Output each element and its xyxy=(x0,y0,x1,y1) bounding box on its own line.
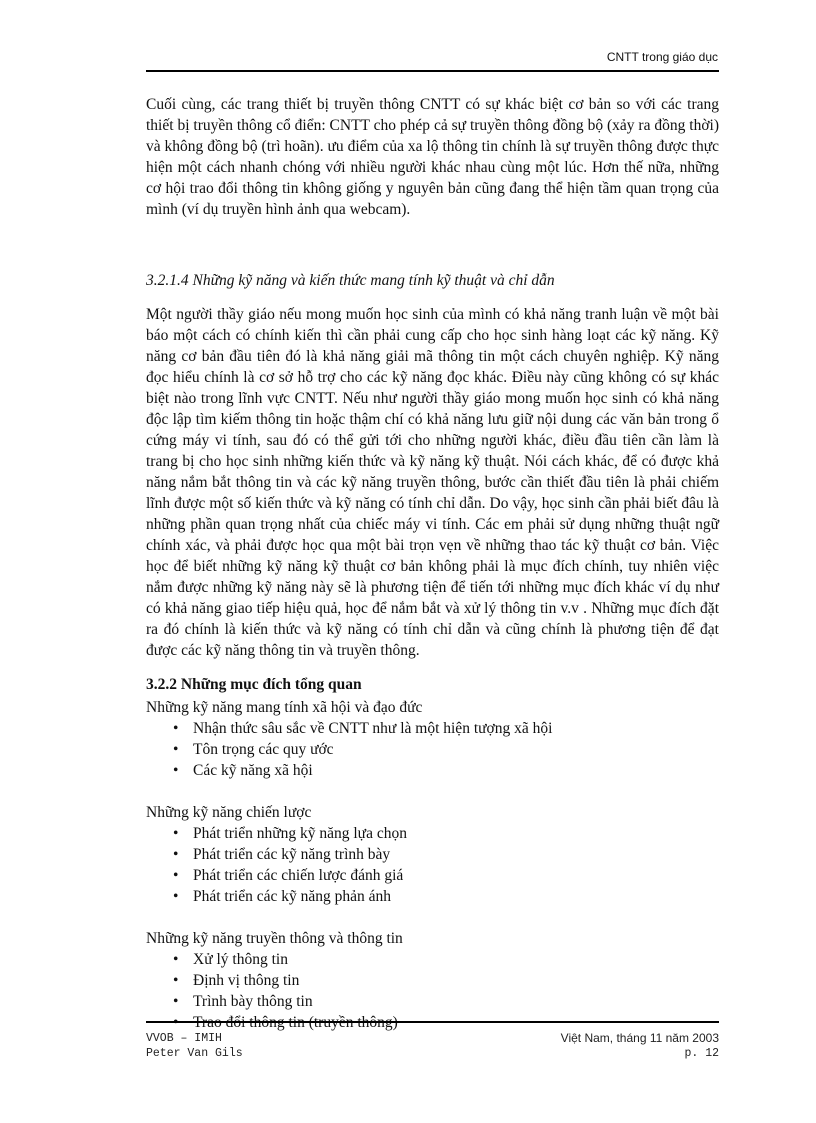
list-item-text: Nhận thức sâu sắc về CNTT như là một hiện tượng xã hội xyxy=(193,720,553,737)
skill-group-strategy xyxy=(146,802,719,907)
bullet-icon: • xyxy=(173,825,179,842)
running-header: CNTT trong giáo dục xyxy=(606,50,718,64)
bullet-icon: • xyxy=(173,762,179,779)
skill-group-social xyxy=(146,697,719,781)
bullet-icon: • xyxy=(173,1014,179,1031)
list-item xyxy=(146,760,719,781)
list-item-text: Trình bày thông tin xyxy=(193,993,313,1010)
bullet-icon: • xyxy=(173,972,179,989)
list-item-text: Phát triển các kỹ năng phản ánh xyxy=(193,888,391,905)
footer-left xyxy=(146,1031,243,1061)
footer-date: Việt Nam, tháng 11 năm 2003 xyxy=(560,1031,719,1045)
subsection-heading: 3.2.1.4 Những kỹ năng và kiến thức mang tính kỹ thuật và chỉ dẫn xyxy=(146,272,555,289)
bullet-icon: • xyxy=(173,888,179,905)
bullet-icon: • xyxy=(173,846,179,863)
skill-group-communication xyxy=(146,928,719,1033)
subsection-paragraph: Một người thầy giáo nếu mong muốn học sinh của mình có khả năng tranh luận về một bài báo một cách có chính kiến thì cần phải cung cấp cho học sinh hàng loạt các kỹ năng. Kỹ năng cơ bản đầu tiên đó là khả năng giải mã thông tin một cách chuyên nghiệp. Kỹ năng đọc hiểu chính là cơ sở hỗ trợ cho các kỹ năng đọc khác. Điều này cũng không có sự khác biệt nào trong lĩnh vực CNTT. Nếu như người thầy giáo mong muốn học sinh có khả năng độc lập tìm kiếm thông tin hoặc thậm chí có khả năng lưu giữ nội dung các văn bản trong ổ cứng máy vi tính, sau đó có thể gửi tới cho những người khác, điều đầu tiên cần làm là trang bị cho học sinh những kiến thức và kỹ năng kỹ thuật. Nói cách khác, để có được khả năng nắm bắt thông tin và các kỹ năng truyền thông, bước cần thiết đầu tiên là phải chiếm lĩnh được một số kiến thức và kỹ năng có tính chỉ dẫn. Do vậy, học sinh cần phải biết đâu là những phần quan trọng nhất của chiếc máy vi tính. Các em phải sử dụng những thuật ngữ chính xác, và phải được học qua một bài trọn vẹn về những thao tác kỹ thuật cơ bản. Việc học để biết những kỹ năng kỹ thuật cơ bản không phải là mục đích chính, tuy nhiên việc nắm được những kỹ năng này sẽ là phương tiện để tiến tới những mục đích khác ví dụ như có khả năng giao tiếp hiệu quả, học để nắm bắt và xử lý thông tin v.v . Những mục đích đặt ra đó chính là kiến thức và kỹ năng có tính chỉ dẫn và cũng chính là phương tiện để đạt được các kỹ năng thông tin và truyền thông. xyxy=(146,306,719,659)
list-item xyxy=(146,949,719,970)
list-item-text: Trao đổi thông tin (truyền thông) xyxy=(193,1014,398,1031)
list-item-text: Định vị thông tin xyxy=(193,972,300,989)
list-item xyxy=(146,865,719,886)
footer-org: VVOB – IMIH xyxy=(146,1032,222,1045)
footer-right xyxy=(561,1031,719,1061)
page-number: p. 12 xyxy=(684,1047,719,1060)
list-item xyxy=(146,823,719,844)
bullet-list xyxy=(146,823,719,907)
bullet-list xyxy=(146,718,719,781)
intro-paragraph: Cuối cùng, các trang thiết bị truyền thông CNTT có sự khác biệt cơ bản so với các trang thiết bị truyền thông cổ điển: CNTT cho phép cả sự truyền thông đồng bộ (xảy ra đồng thời) và không đồng bộ (trì hoãn). ưu điểm của xa lộ thông tin chính là sự truyền thông được thực hiện một cách nhanh chóng với nhiều người khác nhau cùng một lúc. Hơn thế nữa, những cơ hội trao đổi thông tin không giống y nguyên bản cũng đang thể hiện tầm quan trọng của mình (ví dụ truyền hình ảnh qua webcam). xyxy=(146,96,719,218)
bullet-icon: • xyxy=(173,993,179,1010)
group-title: Những kỹ năng mang tính xã hội và đạo đức xyxy=(146,699,423,716)
list-item-text: Tôn trọng các quy ước xyxy=(193,741,334,758)
page-content xyxy=(146,94,719,1033)
list-item xyxy=(146,718,719,739)
bullet-icon: • xyxy=(173,867,179,884)
list-item xyxy=(146,844,719,865)
group-title: Những kỹ năng truyền thông và thông tin xyxy=(146,930,403,947)
list-item xyxy=(146,991,719,1012)
list-item xyxy=(146,970,719,991)
group-title: Những kỹ năng chiến lược xyxy=(146,804,312,821)
list-item xyxy=(146,739,719,760)
list-item-text: Các kỹ năng xã hội xyxy=(193,762,313,779)
section-heading: 3.2.2 Những mục đích tổng quan xyxy=(146,676,362,693)
header-rule xyxy=(146,70,719,72)
list-item xyxy=(146,886,719,907)
footer-author: Peter Van Gils xyxy=(146,1047,243,1060)
list-item-text: Phát triển các kỹ năng trình bày xyxy=(193,846,391,863)
list-item-text: Phát triển các chiến lược đánh giá xyxy=(193,867,404,884)
bullet-icon: • xyxy=(173,951,179,968)
list-item-text: Phát triển những kỹ năng lựa chọn xyxy=(193,825,407,842)
footer-rule xyxy=(146,1021,719,1023)
bullet-icon: • xyxy=(173,741,179,758)
bullet-icon: • xyxy=(173,720,179,737)
list-item-text: Xử lý thông tin xyxy=(193,951,288,968)
